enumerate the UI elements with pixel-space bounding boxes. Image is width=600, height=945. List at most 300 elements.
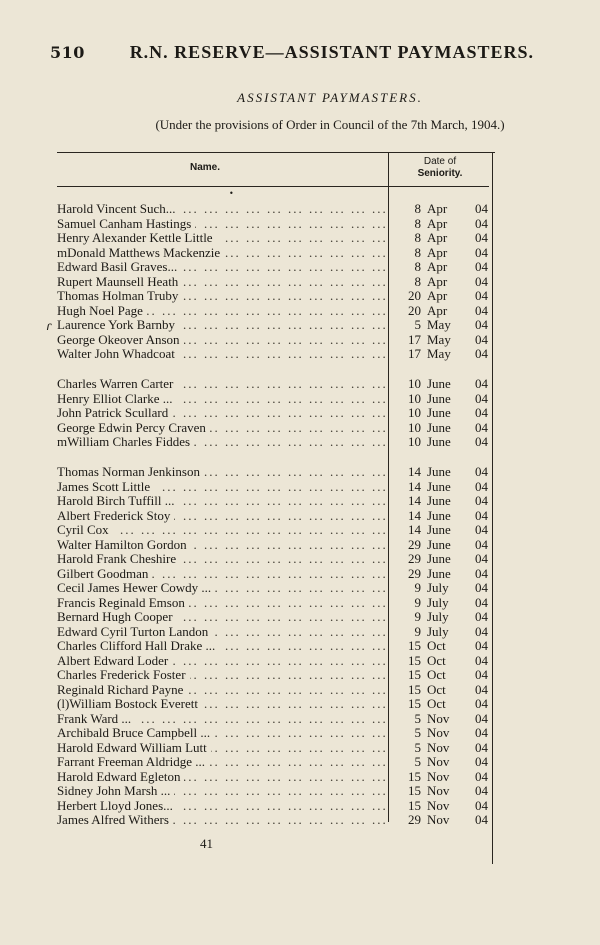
seniority-year: 04 <box>475 376 488 391</box>
officer-name-cell <box>57 712 387 727</box>
officer-name: mWilliam Charles Fiddes <box>57 435 194 449</box>
seniority-year: 04 <box>475 317 488 332</box>
seniority-year: 04 <box>475 725 488 740</box>
table-row <box>57 406 497 421</box>
officer-name: Rupert Maunsell Heath <box>57 275 182 289</box>
officer-name-cell <box>57 726 387 741</box>
officer-name-cell <box>57 465 387 480</box>
seniority-date <box>387 538 497 553</box>
officer-name: Charles Warren Carter <box>57 377 177 391</box>
officer-name: Edward Basil Graves... <box>57 260 181 274</box>
seniority-year: 04 <box>475 244 488 260</box>
seniority-month: Apr <box>427 215 448 231</box>
seniority-year: 04 <box>475 201 488 216</box>
officer-name-cell <box>57 770 387 785</box>
table-header-rule <box>57 186 489 187</box>
seniority-day: 8 <box>414 230 421 245</box>
seniority-year: 04 <box>475 580 488 595</box>
seniority-date <box>387 581 497 596</box>
seniority-year: 04 <box>475 551 488 566</box>
seniority-month: July <box>427 609 449 624</box>
seniority-month: Apr <box>427 244 448 260</box>
seniority-day: 9 <box>414 609 421 624</box>
officer-name-cell <box>57 246 387 261</box>
officer-name-cell <box>57 567 387 582</box>
seniority-date <box>387 231 497 246</box>
officer-name-cell <box>57 231 387 246</box>
officer-name-cell <box>57 610 387 625</box>
officer-name: Sidney John Marsh ... <box>57 784 174 798</box>
seniority-year: 04 <box>475 812 488 827</box>
seniority-month: May <box>427 317 451 332</box>
table-row <box>57 567 497 582</box>
officer-name-cell <box>57 683 387 698</box>
seniority-date <box>387 465 497 480</box>
seniority-day: 15 <box>408 797 421 813</box>
seniority-month: Oct <box>427 638 446 653</box>
officer-name-cell <box>57 289 387 304</box>
seniority-date <box>387 289 497 304</box>
column-header-date-line2: Seniority. <box>417 168 463 179</box>
seniority-date <box>387 610 497 625</box>
seniority-date <box>387 377 497 392</box>
table-row <box>57 755 497 770</box>
seniority-month: June <box>427 551 451 566</box>
seniority-month: June <box>427 565 451 581</box>
officer-name: Walter John Whadcoat <box>57 347 179 361</box>
seniority-year: 04 <box>475 536 488 552</box>
officer-name: Thomas Norman Jenkinson <box>57 465 204 479</box>
table-row <box>57 639 497 654</box>
officer-name: Herbert Lloyd Jones... <box>57 799 177 813</box>
officer-name-cell <box>57 392 387 407</box>
officer-name-cell <box>57 552 387 567</box>
table-row <box>57 799 497 814</box>
seniority-year: 04 <box>475 594 488 610</box>
seniority-month: June <box>427 478 451 494</box>
seniority-year: 04 <box>475 464 488 479</box>
officer-name: Edward Cyril Turton Landon <box>57 625 212 639</box>
officer-name: James Scott Little <box>57 480 154 494</box>
seniority-day: 9 <box>414 594 421 610</box>
seniority-day: 8 <box>414 273 421 289</box>
seniority-day: 20 <box>408 302 421 318</box>
seniority-month: Apr <box>427 288 448 303</box>
seniority-day: 29 <box>408 551 421 566</box>
roster-table <box>57 202 497 843</box>
seniority-day: 10 <box>408 419 421 435</box>
officer-name: Frank Ward ... <box>57 712 135 726</box>
seniority-month: Nov <box>427 783 450 798</box>
seniority-day: 8 <box>414 259 421 274</box>
table-row <box>57 421 497 436</box>
officer-name: Harold Vincent Such... <box>57 202 180 216</box>
officer-name: Albert Edward Loder <box>57 654 172 668</box>
seniority-day: 10 <box>408 434 421 449</box>
seniority-month: Apr <box>427 201 448 216</box>
seniority-year: 04 <box>475 739 488 755</box>
officer-name-cell <box>57 668 387 683</box>
seniority-year: 04 <box>475 434 488 449</box>
seniority-day: 14 <box>408 478 421 494</box>
seniority-month: Oct <box>427 667 446 682</box>
table-row <box>57 465 497 480</box>
seniority-date <box>387 799 497 814</box>
officer-name: Harold Edward William Lutt <box>57 741 211 755</box>
officer-name: Gilbert Goodman <box>57 567 152 581</box>
seniority-year: 04 <box>475 390 488 406</box>
officer-name-cell <box>57 347 387 362</box>
seniority-month: June <box>427 434 451 449</box>
page-title: R.N. RESERVE—ASSISTANT PAYMASTERS. <box>129 42 534 62</box>
seniority-year: 04 <box>475 522 488 537</box>
officer-name: Cyril Cox <box>57 523 113 537</box>
table-row <box>57 581 497 596</box>
seniority-year: 04 <box>475 652 488 668</box>
officer-name-cell <box>57 697 387 712</box>
officer-name-cell <box>57 202 387 217</box>
page-number: 510 <box>50 43 85 62</box>
officer-name: Cecil James Hewer Cowdy ... <box>57 581 215 595</box>
seniority-year: 04 <box>475 609 488 624</box>
seniority-day: 15 <box>408 768 421 784</box>
seniority-day: 29 <box>408 565 421 581</box>
seniority-year: 04 <box>475 493 488 508</box>
seniority-date <box>387 784 497 799</box>
seniority-date <box>387 683 497 698</box>
officer-name: Bernard Hugh Cooper <box>57 610 177 624</box>
officer-name: George Okeover Anson <box>57 333 184 347</box>
seniority-year: 04 <box>475 346 488 361</box>
table-row <box>57 347 497 362</box>
officer-name: mDonald Matthews Mackenzie <box>57 246 224 260</box>
seniority-year: 04 <box>475 259 488 274</box>
table-row <box>57 260 497 275</box>
roster-group <box>57 377 497 450</box>
seniority-year: 04 <box>475 565 488 581</box>
seniority-day: 8 <box>414 244 421 260</box>
seniority-month: June <box>427 376 451 391</box>
table-row <box>57 683 497 698</box>
seniority-year: 04 <box>475 273 488 289</box>
seniority-month: Nov <box>427 768 450 784</box>
seniority-month: Apr <box>427 302 448 318</box>
seniority-day: 9 <box>414 623 421 639</box>
officer-name: Reginald Richard Payne <box>57 683 187 697</box>
officer-name: Henry Elliot Clarke ... <box>57 392 177 406</box>
seniority-day: 10 <box>408 376 421 391</box>
seniority-day: 9 <box>414 580 421 595</box>
table-row <box>57 712 497 727</box>
officer-name-cell <box>57 435 387 450</box>
seniority-date <box>387 494 497 509</box>
table-row <box>57 435 497 450</box>
seniority-date <box>387 347 497 362</box>
officer-name: Francis Reginald Emson <box>57 596 189 610</box>
seniority-year: 04 <box>475 405 488 420</box>
seniority-month: June <box>427 390 451 406</box>
officer-name-cell <box>57 813 387 828</box>
officer-name-cell <box>57 523 387 538</box>
officer-name-cell <box>57 596 387 611</box>
officer-name: Harold Birch Tuffill ... <box>57 494 179 508</box>
seniority-year: 04 <box>475 768 488 784</box>
officer-name: Samuel Canham Hastings <box>57 217 195 231</box>
seniority-day: 15 <box>408 681 421 697</box>
seniority-month: June <box>427 536 451 552</box>
seniority-date <box>387 625 497 640</box>
seniority-date <box>387 333 497 348</box>
seniority-day: 14 <box>408 522 421 537</box>
seniority-year: 04 <box>475 215 488 231</box>
officer-name-cell <box>57 538 387 553</box>
table-row <box>57 770 497 785</box>
seniority-date <box>387 435 497 450</box>
seniority-month: June <box>427 522 451 537</box>
officer-name-cell <box>57 494 387 509</box>
officer-name: Harold Frank Cheshire <box>57 552 180 566</box>
seniority-date <box>387 217 497 232</box>
seniority-month: June <box>427 493 451 508</box>
officer-name-cell <box>57 784 387 799</box>
seniority-year: 04 <box>475 681 488 697</box>
seniority-date <box>387 509 497 524</box>
seniority-year: 04 <box>475 230 488 245</box>
seniority-month: June <box>427 419 451 435</box>
seniority-day: 15 <box>408 652 421 668</box>
seniority-day: 5 <box>414 317 421 332</box>
seniority-month: Apr <box>427 259 448 274</box>
officer-name-cell <box>57 333 387 348</box>
officer-name: Henry Alexander Kettle Little <box>57 231 217 245</box>
officer-name: Archibald Bruce Campbell ... <box>57 726 214 740</box>
seniority-date <box>387 260 497 275</box>
seniority-year: 04 <box>475 754 488 769</box>
seniority-date <box>387 480 497 495</box>
table-row <box>57 813 497 828</box>
table-row <box>57 217 497 232</box>
seniority-date <box>387 741 497 756</box>
officer-name: Charles Frederick Foster <box>57 668 190 682</box>
seniority-day: 5 <box>414 739 421 755</box>
bullet-mark: • <box>229 189 234 198</box>
seniority-date <box>387 697 497 712</box>
seniority-year: 04 <box>475 507 488 523</box>
officer-name: George Edwin Percy Craven <box>57 421 210 435</box>
seniority-day: 17 <box>408 346 421 361</box>
seniority-month: May <box>427 346 451 361</box>
officer-name-cell <box>57 755 387 770</box>
column-header-name: Name. <box>190 162 221 173</box>
seniority-date <box>387 202 497 217</box>
seniority-month: July <box>427 580 449 595</box>
seniority-date <box>387 668 497 683</box>
table-row <box>57 289 497 304</box>
officer-name-cell <box>57 581 387 596</box>
margin-tick-mark: ɾ <box>46 319 52 333</box>
seniority-month: July <box>427 594 449 610</box>
seniority-month: Nov <box>427 710 450 726</box>
seniority-month: June <box>427 405 451 420</box>
officer-name: Laurence York Barnby <box>57 318 179 332</box>
table-row <box>57 697 497 712</box>
seniority-day: 10 <box>408 405 421 420</box>
table-row <box>57 596 497 611</box>
table-top-rule <box>57 152 495 153</box>
seniority-date <box>387 421 497 436</box>
officer-name: Harold Edward Egleton <box>57 770 184 784</box>
seniority-date <box>387 813 497 828</box>
table-row <box>57 304 497 319</box>
page-header <box>50 42 534 63</box>
table-row <box>57 275 497 290</box>
seniority-month: Nov <box>427 739 450 755</box>
seniority-day: 15 <box>408 696 421 711</box>
officer-name: Thomas Holman Truby <box>57 289 182 303</box>
officer-name-cell <box>57 654 387 669</box>
seniority-day: 15 <box>408 638 421 653</box>
officer-name: Hugh Noel Page <box>57 304 147 318</box>
footer-number: 41 <box>200 836 213 851</box>
seniority-day: 8 <box>414 201 421 216</box>
seniority-date <box>387 755 497 770</box>
seniority-year: 04 <box>475 302 488 318</box>
roster-group <box>57 465 497 828</box>
seniority-year: 04 <box>475 710 488 726</box>
seniority-month: Apr <box>427 230 448 245</box>
section-title: ASSISTANT PAYMASTERS. <box>237 90 423 105</box>
seniority-month: Apr <box>427 273 448 289</box>
seniority-month: May <box>427 331 451 347</box>
table-row <box>57 392 497 407</box>
seniority-date <box>387 406 497 421</box>
table-row <box>57 625 497 640</box>
seniority-day: 5 <box>414 710 421 726</box>
seniority-day: 14 <box>408 464 421 479</box>
seniority-day: 29 <box>408 536 421 552</box>
table-row <box>57 538 497 553</box>
officer-name: Farrant Freeman Aldridge ... <box>57 755 209 769</box>
seniority-year: 04 <box>475 478 488 494</box>
officer-name-cell <box>57 799 387 814</box>
seniority-year: 04 <box>475 419 488 435</box>
table-row <box>57 377 497 392</box>
seniority-date <box>387 639 497 654</box>
seniority-month: Oct <box>427 681 446 697</box>
seniority-month: June <box>427 507 451 523</box>
seniority-month: Nov <box>427 725 450 740</box>
table-row <box>57 523 497 538</box>
seniority-day: 14 <box>408 507 421 523</box>
officer-name-cell <box>57 275 387 290</box>
seniority-date <box>387 318 497 333</box>
table-row <box>57 231 497 246</box>
seniority-month: Nov <box>427 754 450 769</box>
seniority-date <box>387 770 497 785</box>
seniority-year: 04 <box>475 638 488 653</box>
column-header-date-line1: Date of <box>423 156 457 167</box>
seniority-month: Oct <box>427 696 446 711</box>
officer-name-cell <box>57 260 387 275</box>
officer-name-cell <box>57 625 387 640</box>
table-row <box>57 202 497 217</box>
seniority-day: 20 <box>408 288 421 303</box>
table-row <box>57 509 497 524</box>
seniority-day: 29 <box>408 812 421 827</box>
seniority-date <box>387 275 497 290</box>
seniority-date <box>387 654 497 669</box>
seniority-date <box>387 552 497 567</box>
table-row <box>57 726 497 741</box>
seniority-year: 04 <box>475 797 488 813</box>
officer-name-cell <box>57 377 387 392</box>
officer-name-cell <box>57 406 387 421</box>
seniority-month: June <box>427 464 451 479</box>
seniority-date <box>387 304 497 319</box>
seniority-date <box>387 392 497 407</box>
seniority-month: Nov <box>427 812 450 827</box>
seniority-day: 15 <box>408 783 421 798</box>
officer-name-cell <box>57 217 387 232</box>
seniority-day: 10 <box>408 390 421 406</box>
table-row <box>57 741 497 756</box>
officer-name: Walter Hamilton Gordon <box>57 538 191 552</box>
table-row <box>57 654 497 669</box>
seniority-day: 8 <box>414 215 421 231</box>
seniority-date <box>387 712 497 727</box>
officer-name-cell <box>57 741 387 756</box>
officer-name-cell <box>57 480 387 495</box>
seniority-month: Oct <box>427 652 446 668</box>
seniority-day: 17 <box>408 331 421 347</box>
officer-name: Charles Clifford Hall Drake ... <box>57 639 219 653</box>
table-row <box>57 333 497 348</box>
officer-name-cell <box>57 639 387 654</box>
officer-name-cell <box>57 304 387 319</box>
officer-name: (l)William Bostock Everett <box>57 697 202 711</box>
table-row <box>57 552 497 567</box>
seniority-day: 15 <box>408 667 421 682</box>
column-header-date <box>392 156 488 180</box>
table-row <box>57 610 497 625</box>
seniority-month: Nov <box>427 797 450 813</box>
section-subtitle: (Under the provisions of Order in Council of the 7th March, 1904.) <box>155 117 505 132</box>
seniority-year: 04 <box>475 696 488 711</box>
seniority-date <box>387 567 497 582</box>
seniority-year: 04 <box>475 783 488 798</box>
officer-name: Albert Frederick Stoy <box>57 509 174 523</box>
officer-name-cell <box>57 318 387 333</box>
table-row <box>57 480 497 495</box>
table-row <box>57 318 497 333</box>
table-row <box>57 668 497 683</box>
table-row <box>57 784 497 799</box>
seniority-date <box>387 246 497 261</box>
seniority-year: 04 <box>475 331 488 347</box>
officer-name-cell <box>57 509 387 524</box>
table-row <box>57 494 497 509</box>
seniority-year: 04 <box>475 623 488 639</box>
seniority-year: 04 <box>475 667 488 682</box>
seniority-day: 14 <box>408 493 421 508</box>
seniority-date <box>387 596 497 611</box>
seniority-day: 5 <box>414 725 421 740</box>
table-row <box>57 246 497 261</box>
seniority-date <box>387 726 497 741</box>
seniority-year: 04 <box>475 288 488 303</box>
roster-group <box>57 202 497 362</box>
seniority-day: 5 <box>414 754 421 769</box>
